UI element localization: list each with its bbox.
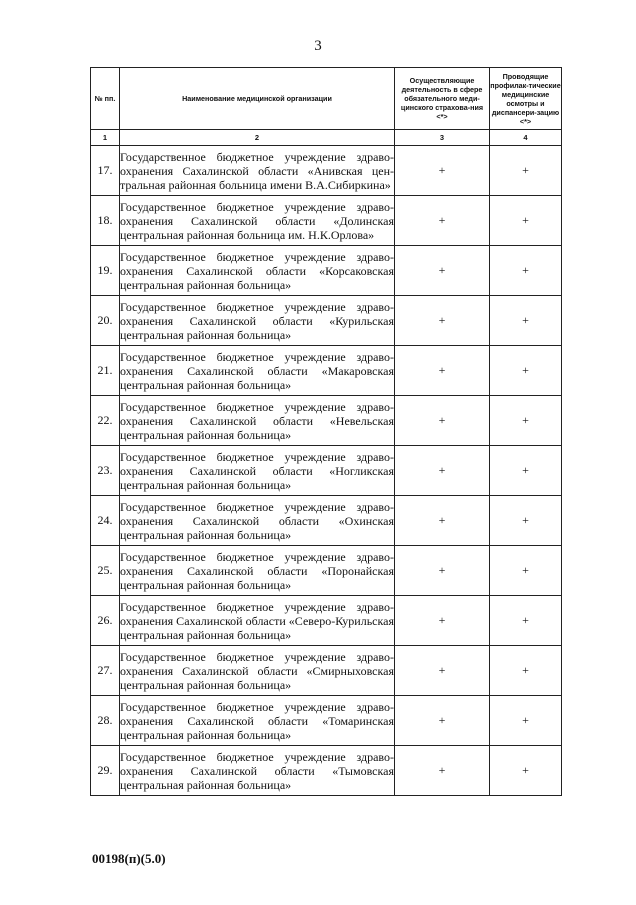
organization-name: Государственное бюджетное учреждение здраво-охранения Сахалинской области «Курильская центральная районная больница» [120,296,395,346]
table-row [91,396,562,446]
header-preventive-exams: Проводящие профилак-тические медицинские осмотры и диспансери-зацию <*> [490,68,562,130]
preventive-mark: + [490,546,562,596]
table-row [91,546,562,596]
row-number: 24. [91,496,120,546]
row-number: 28. [91,696,120,746]
preventive-mark: + [490,196,562,246]
preventive-mark: + [490,496,562,546]
oms-mark: + [395,496,490,546]
table-row [91,496,562,546]
oms-mark: + [395,146,490,196]
column-number-row [91,130,562,146]
medical-organizations-table [90,67,562,796]
preventive-mark: + [490,346,562,396]
preventive-mark: + [490,146,562,196]
oms-mark: + [395,296,490,346]
organization-name: Государственное бюджетное учреждение здраво-охранения Сахалинской области «Охинская центральная районная больница» [120,496,395,546]
organization-name: Государственное бюджетное учреждение здраво-охранения Сахалинской области «Анивская цен-тральная районная больница имени В.А.Сибиркина» [120,146,395,196]
row-number: 29. [91,746,120,796]
preventive-mark: + [490,696,562,746]
preventive-mark: + [490,596,562,646]
oms-mark: + [395,546,490,596]
preventive-mark: + [490,746,562,796]
oms-mark: + [395,346,490,396]
row-number: 25. [91,546,120,596]
table-row [91,746,562,796]
column-number: 4 [490,130,562,146]
oms-mark: + [395,646,490,696]
header-organization-name: Наименование медицинской организации [120,68,395,130]
table-row [91,346,562,396]
table-row [91,296,562,346]
table-row [91,246,562,296]
table-header-row [91,68,562,130]
organization-name: Государственное бюджетное учреждение здраво-охранения Сахалинской области «Тымовская центральная районная больница» [120,746,395,796]
organization-name: Государственное бюджетное учреждение здраво-охранения Сахалинской области «Ногликская центральная районная больница» [120,446,395,496]
row-number: 21. [91,346,120,396]
oms-mark: + [395,196,490,246]
row-number: 23. [91,446,120,496]
preventive-mark: + [490,646,562,696]
preventive-mark: + [490,446,562,496]
organization-name: Государственное бюджетное учреждение здраво-охранения Сахалинской области «Макаровская центральная районная больница» [120,346,395,396]
row-number: 27. [91,646,120,696]
organization-name: Государственное бюджетное учреждение здраво-охранения Сахалинской области «Смирныховская центральная районная больница» [120,646,395,696]
table-body [91,146,562,796]
organization-name: Государственное бюджетное учреждение здраво-охранения Сахалинской области «Корсаковская центральная районная больница» [120,246,395,296]
oms-mark: + [395,696,490,746]
header-oms-activity: Осуществляющие деятельность в сфере обязательного меди-цинского страхова-ния <*> [395,68,490,130]
organization-name: Государственное бюджетное учреждение здраво-охранения Сахалинской области «Невельская центральная районная больница» [120,396,395,446]
table-row [91,146,562,196]
table-row [91,696,562,746]
row-number: 26. [91,596,120,646]
header-number: № пп. [91,68,120,130]
organization-name: Государственное бюджетное учреждение здраво-охранения Сахалинской области «Поронайская центральная районная больница» [120,546,395,596]
oms-mark: + [395,396,490,446]
oms-mark: + [395,746,490,796]
document-code: 00198(п)(5.0) [92,851,166,866]
table-row [91,446,562,496]
row-number: 22. [91,396,120,446]
table-row [91,596,562,646]
column-number: 3 [395,130,490,146]
table-row [91,196,562,246]
column-number: 2 [120,130,395,146]
oms-mark: + [395,446,490,496]
preventive-mark: + [490,396,562,446]
table-row [91,646,562,696]
row-number: 20. [91,296,120,346]
organization-name: Государственное бюджетное учреждение здраво-охранения Сахалинской области «Томаринская центральная районная больница» [120,696,395,746]
row-number: 18. [91,196,120,246]
page-number: 3 [314,38,322,54]
organization-name: Государственное бюджетное учреждение здраво-охранения Сахалинской области «Северо-Курильская центральная районная больница» [120,596,395,646]
row-number: 19. [91,246,120,296]
preventive-mark: + [490,246,562,296]
column-number: 1 [91,130,120,146]
oms-mark: + [395,596,490,646]
row-number: 17. [91,146,120,196]
preventive-mark: + [490,296,562,346]
organization-name: Государственное бюджетное учреждение здраво-охранения Сахалинской области «Долинская центральная районная больница им. Н.К.Орлова» [120,196,395,246]
oms-mark: + [395,246,490,296]
